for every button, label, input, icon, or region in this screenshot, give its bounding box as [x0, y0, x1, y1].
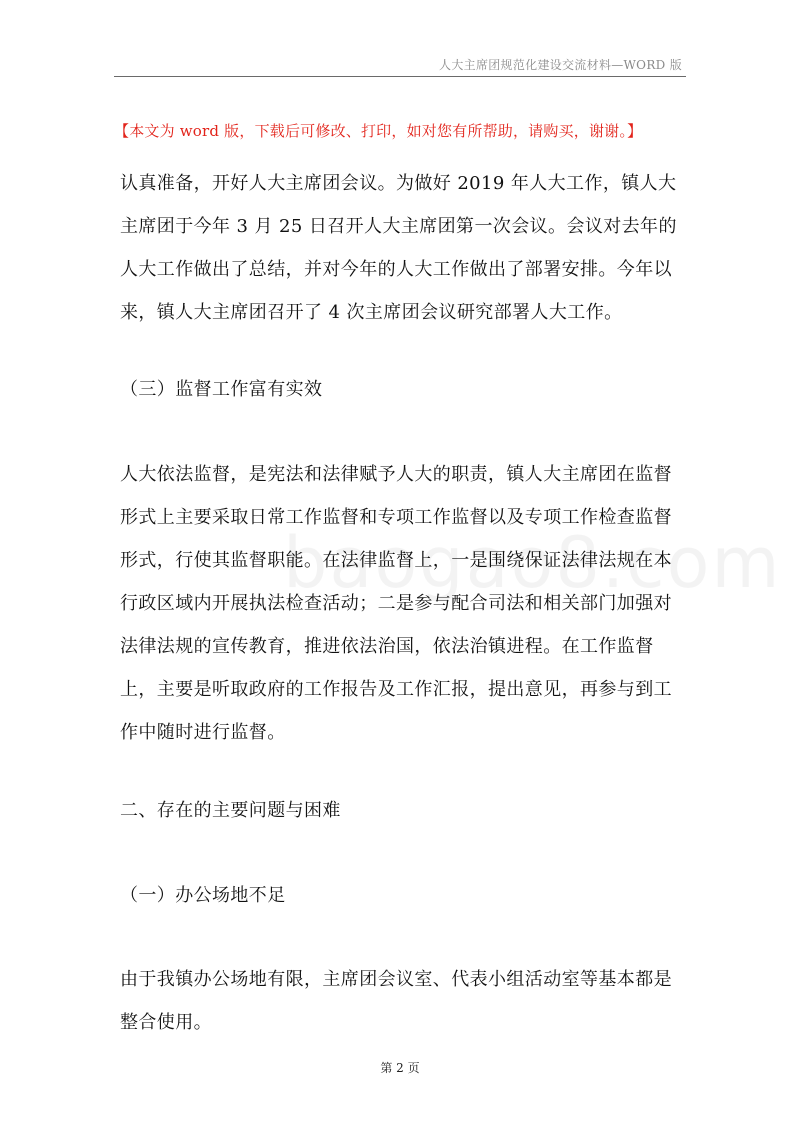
paragraph-meeting: 认真准备，开好人大主席团会议。为做好 2019 年人大工作，镇人大主席团于今年 3 月 25 日召开人大主席团第一次会议。会议对去年的人大工作做出了总结，并对今年的人大工作做出了部署安排。今年以来，镇人大主席团召开了 4 次主席团会议研究部署人大工作。	[120, 173, 677, 323]
download-notice: 【本文为 word 版，下载后可修改、打印，如对您有所帮助，请购买，谢谢。】	[114, 122, 643, 140]
heading-supervision: （三）监督工作富有实效	[120, 379, 323, 400]
heading-problems: 二、存在的主要问题与困难	[120, 800, 341, 821]
paragraph-office-space: 由于我镇办公场地有限，主席团会议室、代表小组活动室等基本都是整合使用。	[120, 969, 672, 1033]
header-divider	[114, 76, 686, 77]
page-number: 第 2 页	[380, 1061, 420, 1075]
paragraph-supervision: 人大依法监督，是宪法和法律赋予人大的职责，镇人大主席团在监督形式上主要采取日常工作监督和专项工作监督以及专项工作检查监督形式，行使其监督职能。在法律监督上，一是围绕保证法律法规在本行政区域内开展执法检查活动；二是参与配合司法和相关部门加强对法律法规的宣传教育，推进依法治国，依法治镇进程。在工作监督上，主要是听取政府的工作报告及工作汇报，提出意见，再参与到工作中随时进行监督。	[120, 464, 672, 743]
header-title: 人大主席团规范化建设交流材料—WORD 版	[439, 58, 682, 72]
heading-office-space: （一）办公场地不足	[120, 885, 286, 906]
